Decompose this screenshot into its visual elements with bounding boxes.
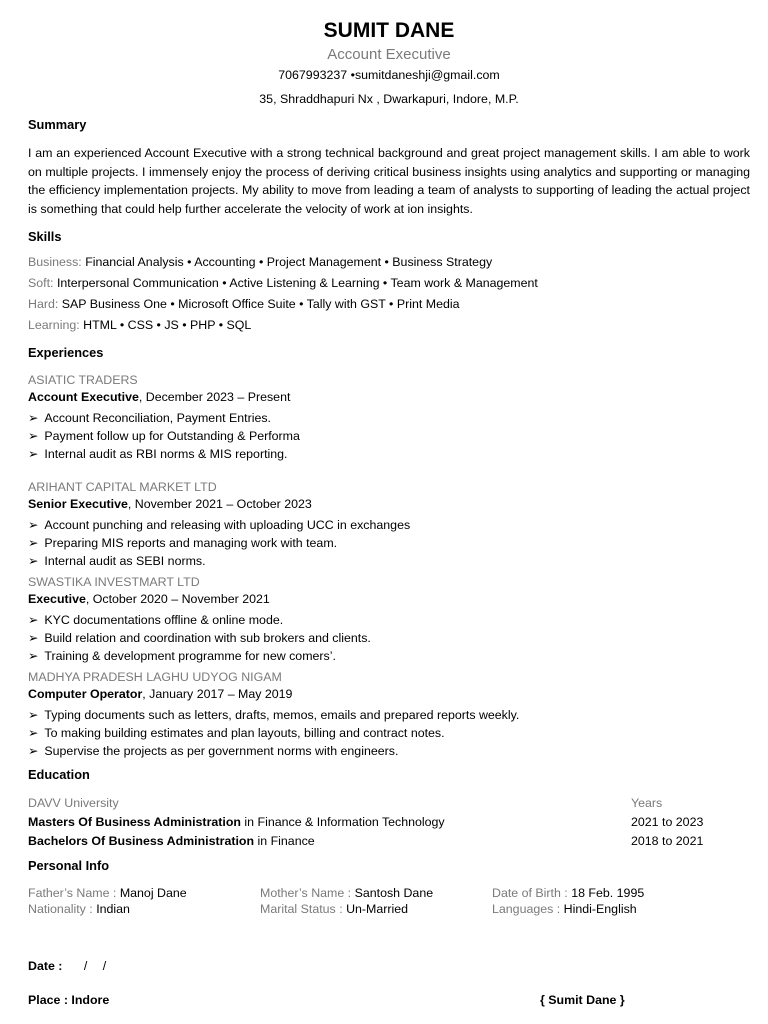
arrow-bullet-icon: ➢ xyxy=(28,613,39,627)
summary-section xyxy=(28,116,750,218)
degree-name: Masters Of Business Administration xyxy=(28,815,241,829)
job-bullet-list xyxy=(28,706,750,760)
personal-info-row xyxy=(28,901,750,917)
experiences-section xyxy=(28,344,750,760)
bullet-text: To making building estimates and plan layouts, billing and contract notes. xyxy=(44,726,445,740)
skills-section xyxy=(28,228,750,336)
resume-page xyxy=(28,18,750,917)
signature: { Sumit Dane } xyxy=(540,993,625,1007)
skill-label: Learning: xyxy=(28,318,80,332)
list-item xyxy=(28,534,750,552)
education-row xyxy=(28,832,750,851)
bullet-text: Build relation and coordination with sub brokers and clients. xyxy=(44,631,371,645)
arrow-bullet-icon: ➢ xyxy=(28,631,39,645)
job-period: , January 2017 – May 2019 xyxy=(142,687,293,701)
postal-address: 35, Shraddhapuri Nx , Dwarkapuri, Indore, M.P. xyxy=(259,92,519,106)
arrow-bullet-icon: ➢ xyxy=(28,649,39,663)
list-item xyxy=(28,409,750,427)
list-item xyxy=(28,552,750,570)
list-item xyxy=(28,629,750,647)
job-bullet-list xyxy=(28,611,750,665)
info-value: Un-Married xyxy=(346,902,409,916)
bullet-text: Training & development programme for new comers’. xyxy=(44,649,336,663)
phone-number: 7067993237 xyxy=(278,68,348,82)
job-entry xyxy=(28,574,750,665)
date-label: Date : xyxy=(28,959,63,973)
job-entry xyxy=(28,669,750,760)
list-item xyxy=(28,742,750,760)
candidate-name: SUMIT DANE xyxy=(323,19,455,42)
education-title: Education xyxy=(28,767,90,782)
arrow-bullet-icon: ➢ xyxy=(28,429,39,443)
degree-field: in Finance xyxy=(254,834,315,848)
job-title: Account Executive xyxy=(28,390,139,404)
personal-info-item xyxy=(260,885,492,901)
info-value: 18 Feb. 1995 xyxy=(571,886,645,900)
info-label: Date of Birth : xyxy=(492,886,572,900)
personal-info-item xyxy=(28,901,260,917)
info-label: Nationality : xyxy=(28,902,97,916)
skills-title: Skills xyxy=(28,229,62,244)
place-line: Place : Indore xyxy=(28,993,110,1007)
list-item xyxy=(28,516,750,534)
personal-info-item xyxy=(492,885,724,901)
list-item xyxy=(28,611,750,629)
info-value: Santosh Dane xyxy=(354,886,434,900)
job-company: MADHYA PRADESH LAGHU UDYOG NIGAM xyxy=(28,670,282,684)
bullet-text: Internal audit as RBI norms & MIS reporting. xyxy=(44,447,288,461)
job-title-line xyxy=(28,496,750,513)
bullet-text: KYC documentations offline & online mode. xyxy=(44,613,284,627)
job-entry xyxy=(28,372,750,463)
experiences-title: Experiences xyxy=(28,345,104,360)
email-address: sumitdaneshji@gmail.com xyxy=(354,68,500,82)
skill-row xyxy=(28,252,750,273)
personal-info-item xyxy=(492,901,724,917)
personal-info-row xyxy=(28,885,750,901)
list-item xyxy=(28,445,750,463)
skill-label: Business: xyxy=(28,255,82,269)
contact-line xyxy=(28,66,750,84)
job-title: Executive xyxy=(28,592,86,606)
job-title-line xyxy=(28,389,750,406)
summary-text: I am an experienced Account Executive with a strong technical background and great project management skills. I am able to work on multiple projects. I immensely enjoy the process of deriving critical business insights using analytics and supporting or managing the efficiency implementation projects. My ability to move from leading a team of analysts to supporting of leading the actual project is something that could help further accelerate the velocity of work at ion insights. xyxy=(28,146,750,216)
skill-items: HTML • CSS • JS • PHP • SQL xyxy=(83,318,252,332)
personal-info-title: Personal Info xyxy=(28,858,110,873)
date-value: / / xyxy=(83,959,107,973)
candidate-role: Account Executive xyxy=(327,46,451,63)
summary-title: Summary xyxy=(28,117,87,132)
date-line xyxy=(28,958,106,974)
info-value: Indian xyxy=(96,902,130,916)
list-item xyxy=(28,706,750,724)
skill-label: Soft: xyxy=(28,276,54,290)
personal-info-item xyxy=(260,901,492,917)
education-row xyxy=(28,813,750,832)
job-company: ASIATIC TRADERS xyxy=(28,373,138,387)
skill-row xyxy=(28,315,750,336)
job-title: Senior Executive xyxy=(28,497,128,511)
arrow-bullet-icon: ➢ xyxy=(28,518,39,532)
info-label: Marital Status : xyxy=(260,902,347,916)
job-bullet-list xyxy=(28,516,750,570)
bullet-text: Internal audit as SEBI norms. xyxy=(44,554,206,568)
contact-separator: • xyxy=(350,68,355,82)
arrow-bullet-icon: ➢ xyxy=(28,536,39,550)
job-company: SWASTIKA INVESTMART LTD xyxy=(28,575,200,589)
bullet-text: Payment follow up for Outstanding & Performa xyxy=(44,429,300,443)
arrow-bullet-icon: ➢ xyxy=(28,708,39,722)
info-label: Mother’s Name : xyxy=(260,886,355,900)
personal-info-section xyxy=(28,857,750,917)
job-entry xyxy=(28,479,750,570)
university-name: DAVV University xyxy=(28,796,119,810)
bullet-text: Typing documents such as letters, drafts, memos, emails and prepared reports weekly. xyxy=(44,708,520,722)
degree-years: 2018 to 2021 xyxy=(631,834,704,848)
education-header-row xyxy=(28,794,750,813)
skill-row xyxy=(28,294,750,315)
bullet-text: Account punching and releasing with uploading UCC in exchanges xyxy=(44,518,411,532)
arrow-bullet-icon: ➢ xyxy=(28,447,39,461)
job-title: Computer Operator xyxy=(28,687,143,701)
personal-info-item xyxy=(28,885,260,901)
arrow-bullet-icon: ➢ xyxy=(28,744,39,758)
arrow-bullet-icon: ➢ xyxy=(28,411,39,425)
info-value: Hindi-English xyxy=(563,902,637,916)
skill-row xyxy=(28,273,750,294)
info-value: Manoj Dane xyxy=(119,886,187,900)
bullet-text: Preparing MIS reports and managing work with team. xyxy=(44,536,338,550)
job-period: , November 2021 – October 2023 xyxy=(127,497,312,511)
degree-name: Bachelors Of Business Administration xyxy=(28,834,255,848)
degree-years: 2021 to 2023 xyxy=(631,815,704,829)
job-company: ARIHANT CAPITAL MARKET LTD xyxy=(28,480,217,494)
job-period: , October 2020 – November 2021 xyxy=(85,592,270,606)
skill-items: Interpersonal Communication • Active Listening & Learning • Team work & Management xyxy=(56,276,538,290)
years-label: Years xyxy=(631,796,663,810)
skill-items: Financial Analysis • Accounting • Project Management • Business Strategy xyxy=(85,255,493,269)
bullet-text: Supervise the projects as per government norms with engineers. xyxy=(44,744,399,758)
arrow-bullet-icon: ➢ xyxy=(28,554,39,568)
skill-label: Hard: xyxy=(28,297,59,311)
list-item xyxy=(28,724,750,742)
arrow-bullet-icon: ➢ xyxy=(28,726,39,740)
job-title-line xyxy=(28,591,750,608)
job-period: , December 2023 – Present xyxy=(138,390,291,404)
education-section xyxy=(28,766,750,851)
list-item xyxy=(28,647,750,665)
skill-items: SAP Business One • Microsoft Office Suite • Tally with GST • Print Media xyxy=(61,297,460,311)
job-bullet-list xyxy=(28,409,750,463)
job-title-line xyxy=(28,686,750,703)
info-label: Father’s Name : xyxy=(28,886,120,900)
list-item xyxy=(28,427,750,445)
degree-field: in Finance & Information Technology xyxy=(240,815,445,829)
info-label: Languages : xyxy=(492,902,564,916)
bullet-text: Account Reconciliation, Payment Entries. xyxy=(44,411,271,425)
